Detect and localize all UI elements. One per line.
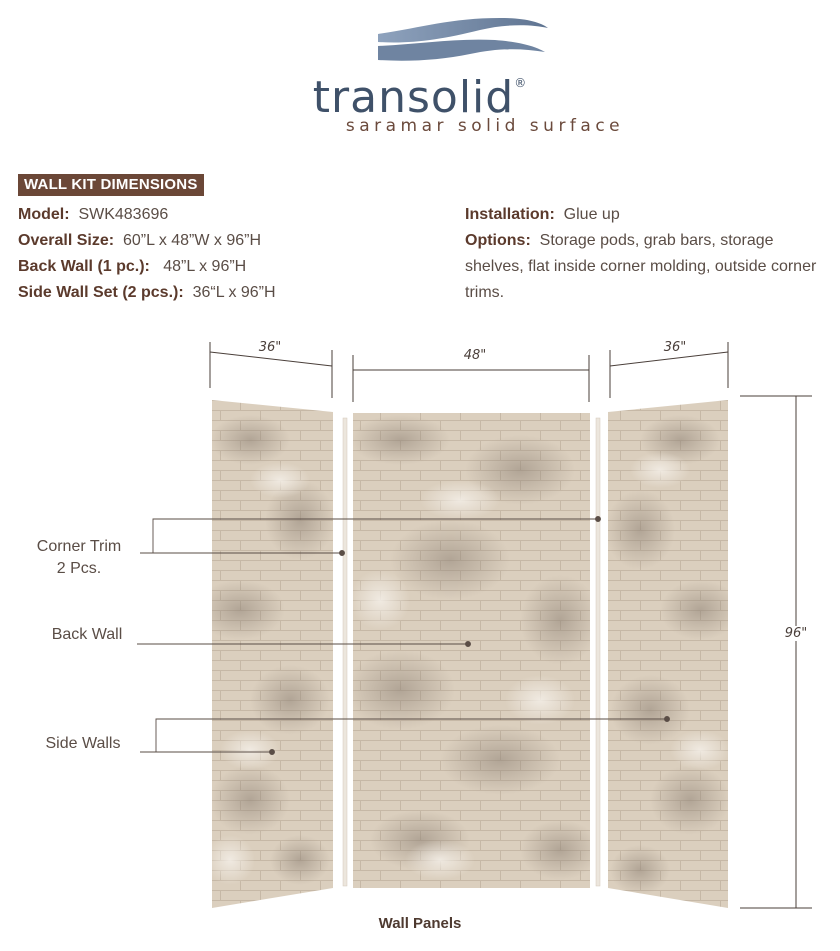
spec-overall-size: Overall Size: 60”L x 48”W x 96”H — [18, 232, 262, 249]
back-wall-panel — [345, 413, 600, 888]
brand-logo: transolid® — [312, 72, 528, 123]
spec-installation: Installation: Glue up — [465, 206, 620, 223]
section-title: WALL KIT DIMENSIONS — [18, 174, 204, 196]
callout-corner-trim: Corner Trim 2 Pcs. — [36, 538, 122, 577]
corner-trim-left — [343, 418, 347, 886]
brand-tagline: saramar solid surface — [345, 116, 625, 136]
dim-label-center: 48" — [463, 348, 487, 363]
diagram-caption: Wall Panels — [378, 915, 462, 932]
left-side-wall-panel — [195, 390, 350, 920]
dim-label-right: 36" — [663, 340, 687, 355]
callout-back-wall: Back Wall — [51, 626, 123, 643]
right-side-wall-panel — [595, 390, 745, 920]
corner-trim-right — [596, 418, 600, 886]
spec-back-wall: Back Wall (1 pc.): 48”L x 96”H — [18, 258, 247, 275]
spec-model: Model: SWK483696 — [18, 206, 169, 223]
spec-options: Options: Storage pods, grab bars, storage shelves, flat inside corner molding, outside corner trims. — [465, 232, 817, 301]
dim-label-left: 36" — [258, 340, 282, 355]
dim-label-height: 96" — [768, 626, 824, 641]
callout-side-walls: Side Walls — [45, 735, 121, 752]
spec-side-wall-set: Side Wall Set (2 pcs.): 36“L x 96”H — [18, 284, 276, 301]
